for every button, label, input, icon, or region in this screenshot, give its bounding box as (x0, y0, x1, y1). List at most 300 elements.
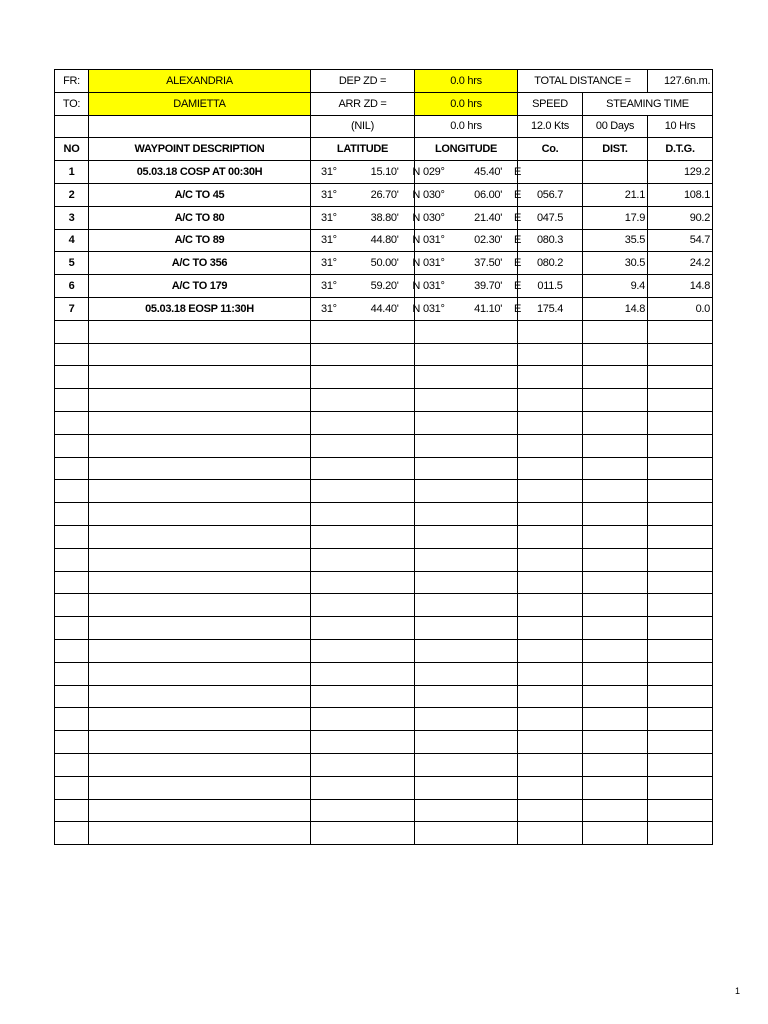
lon-min: 41.10' (474, 302, 502, 315)
empty-row (55, 480, 713, 503)
empty-cell[interactable] (415, 708, 518, 731)
empty-cell[interactable] (518, 320, 583, 343)
empty-cell[interactable] (583, 366, 648, 389)
empty-cell[interactable] (415, 753, 518, 776)
empty-row (55, 411, 713, 434)
empty-cell[interactable] (583, 434, 648, 457)
lon-deg: 031° (423, 234, 445, 247)
lat-min: 44.80' (370, 234, 399, 247)
lon-min: 21.40' (474, 211, 502, 224)
empty-cell[interactable] (518, 776, 583, 799)
lon-deg: 031° (423, 302, 445, 315)
col-waypoint: WAYPOINT DESCRIPTION (89, 138, 311, 161)
empty-cell[interactable] (89, 434, 311, 457)
empty-cell[interactable] (518, 571, 583, 594)
latitude-cell[interactable] (311, 275, 420, 298)
empty-cell[interactable] (518, 480, 583, 503)
speed-label: SPEED (518, 92, 583, 115)
course[interactable]: 047.5 (518, 206, 583, 229)
empty-cell[interactable] (89, 571, 311, 594)
arrival-port[interactable]: DAMIETTA (89, 92, 311, 115)
empty-cell[interactable] (518, 685, 583, 708)
empty-cell[interactable] (583, 822, 648, 845)
course[interactable]: 080.2 (518, 252, 583, 275)
empty-cell[interactable] (55, 799, 89, 822)
empty-cell[interactable] (583, 617, 648, 640)
empty-cell[interactable] (55, 320, 89, 343)
empty-cell[interactable] (648, 662, 713, 685)
page-number: 1 (735, 986, 741, 996)
empty-cell[interactable] (89, 617, 311, 640)
nil-value: 0.0 hrs (415, 115, 518, 138)
distance-to-go[interactable]: 14.8 (648, 275, 713, 298)
waypoint-no: 7 (55, 297, 89, 320)
total-distance-value: 127.6 (663, 74, 691, 87)
waypoint-description[interactable]: 05.03.18 COSP AT 00:30H (89, 161, 311, 184)
empty-row (55, 617, 713, 640)
empty-cell[interactable] (55, 548, 89, 571)
distance-to-go[interactable]: 0.0 (648, 297, 713, 320)
empty-cell[interactable] (89, 457, 311, 480)
empty-cell[interactable] (518, 639, 583, 662)
empty-cell[interactable] (55, 457, 89, 480)
blank-cell (89, 115, 311, 138)
empty-cell[interactable] (648, 389, 713, 412)
lat-hem: N (412, 234, 420, 247)
empty-cell[interactable] (89, 662, 311, 685)
course[interactable]: 175.4 (518, 297, 583, 320)
empty-cell[interactable] (89, 503, 311, 526)
empty-cell[interactable] (518, 662, 583, 685)
empty-row (55, 320, 713, 343)
empty-cell[interactable] (583, 799, 648, 822)
lat-min: 44.40' (370, 302, 399, 315)
empty-cell[interactable] (648, 503, 713, 526)
lat-hem: N (412, 280, 420, 293)
empty-cell[interactable] (583, 662, 648, 685)
empty-cell[interactable] (518, 457, 583, 480)
empty-cell[interactable] (648, 343, 713, 366)
empty-cell[interactable] (415, 617, 518, 640)
lon-hem: E (513, 302, 521, 315)
table-row (55, 229, 713, 252)
empty-cell[interactable] (89, 731, 311, 754)
empty-cell[interactable] (55, 753, 89, 776)
col-latitude: LATITUDE (311, 138, 415, 161)
col-longitude: LONGITUDE (415, 138, 518, 161)
empty-cell[interactable] (583, 411, 648, 434)
empty-row (55, 525, 713, 548)
distance[interactable]: 14.8 (583, 297, 648, 320)
arr-zd-label: ARR ZD = (311, 92, 415, 115)
lat-min: 59.20' (370, 280, 399, 293)
empty-cell[interactable] (415, 389, 518, 412)
empty-cell[interactable] (415, 685, 518, 708)
empty-cell[interactable] (415, 639, 518, 662)
empty-cell[interactable] (648, 639, 713, 662)
empty-cell[interactable] (583, 731, 648, 754)
latitude-cell[interactable] (311, 183, 420, 206)
speed-value: 12.0 Kts (518, 115, 583, 138)
empty-row (55, 753, 713, 776)
empty-cell[interactable] (89, 753, 311, 776)
empty-cell[interactable] (518, 799, 583, 822)
empty-cell[interactable] (311, 617, 415, 640)
empty-cell[interactable] (415, 503, 518, 526)
table-row (55, 275, 713, 298)
empty-cell[interactable] (311, 594, 415, 617)
distance[interactable]: 30.5 (583, 252, 648, 275)
empty-cell[interactable] (55, 708, 89, 731)
empty-cell[interactable] (415, 343, 518, 366)
empty-cell[interactable] (89, 708, 311, 731)
empty-cell[interactable] (89, 411, 311, 434)
lat-min: 15.10' (370, 166, 399, 179)
empty-cell[interactable] (89, 525, 311, 548)
empty-row (55, 685, 713, 708)
empty-cell[interactable] (55, 776, 89, 799)
empty-cell[interactable] (415, 776, 518, 799)
distance[interactable] (583, 161, 648, 184)
empty-row (55, 822, 713, 845)
empty-cell[interactable] (518, 822, 583, 845)
empty-cell[interactable] (89, 389, 311, 412)
waypoint-no: 1 (55, 161, 89, 184)
empty-cell[interactable] (311, 434, 415, 457)
empty-cell[interactable] (55, 343, 89, 366)
table-row (55, 183, 713, 206)
latitude-cell[interactable] (311, 229, 420, 252)
empty-cell[interactable] (648, 434, 713, 457)
waypoint-description[interactable]: A/C TO 89 (89, 229, 311, 252)
empty-cell[interactable] (89, 343, 311, 366)
lat-deg: 31° (321, 257, 337, 270)
longitude-cell[interactable] (415, 206, 521, 229)
lon-hem: E (513, 188, 521, 201)
empty-row (55, 366, 713, 389)
empty-cell[interactable] (518, 366, 583, 389)
empty-cell[interactable] (518, 343, 583, 366)
empty-cell[interactable] (648, 731, 713, 754)
distance[interactable]: 9.4 (583, 275, 648, 298)
empty-cell[interactable] (648, 457, 713, 480)
passage-plan-table (54, 69, 713, 845)
empty-cell[interactable] (311, 662, 415, 685)
empty-cell[interactable] (311, 503, 415, 526)
empty-cell[interactable] (415, 662, 518, 685)
empty-cell[interactable] (583, 776, 648, 799)
lon-hem: E (513, 280, 521, 293)
empty-cell[interactable] (648, 776, 713, 799)
empty-cell[interactable] (415, 457, 518, 480)
course[interactable]: 056.7 (518, 183, 583, 206)
empty-cell[interactable] (518, 434, 583, 457)
empty-cell[interactable] (311, 731, 415, 754)
empty-cell[interactable] (89, 594, 311, 617)
empty-cell[interactable] (55, 571, 89, 594)
empty-cell[interactable] (55, 366, 89, 389)
empty-cell[interactable] (583, 480, 648, 503)
longitude-cell[interactable] (415, 297, 521, 320)
empty-cell[interactable] (583, 548, 648, 571)
empty-cell[interactable] (518, 525, 583, 548)
empty-cell[interactable] (55, 389, 89, 412)
lon-min: 39.70' (474, 280, 502, 293)
empty-cell[interactable] (583, 320, 648, 343)
empty-row (55, 457, 713, 480)
lon-hem: E (513, 234, 521, 247)
empty-cell[interactable] (648, 822, 713, 845)
empty-cell[interactable] (89, 366, 311, 389)
total-distance-label: TOTAL DISTANCE = (518, 70, 648, 93)
empty-cell[interactable] (415, 731, 518, 754)
lon-deg: 031° (423, 257, 445, 270)
steaming-hours: 10 Hrs (648, 115, 713, 138)
empty-row (55, 708, 713, 731)
empty-cell[interactable] (583, 594, 648, 617)
lon-min: 06.00' (474, 188, 502, 201)
empty-cell[interactable] (89, 799, 311, 822)
distance-to-go[interactable]: 90.2 (648, 206, 713, 229)
empty-cell[interactable] (415, 320, 518, 343)
total-distance-cell (648, 70, 713, 93)
empty-cell[interactable] (648, 548, 713, 571)
empty-cell[interactable] (55, 525, 89, 548)
longitude-cell[interactable] (415, 183, 521, 206)
distance-to-go[interactable]: 24.2 (648, 252, 713, 275)
latitude-cell[interactable] (311, 252, 420, 275)
distance-to-go[interactable]: 54.7 (648, 229, 713, 252)
empty-cell[interactable] (518, 617, 583, 640)
empty-cell[interactable] (55, 822, 89, 845)
empty-cell[interactable] (583, 343, 648, 366)
waypoint-no: 6 (55, 275, 89, 298)
empty-cell[interactable] (311, 822, 415, 845)
empty-cell[interactable] (648, 685, 713, 708)
empty-cell[interactable] (648, 594, 713, 617)
lat-hem: N (412, 166, 420, 179)
col-no: NO (55, 138, 89, 161)
empty-cell[interactable] (311, 366, 415, 389)
waypoint-description[interactable]: 05.03.18 EOSP 11:30H (89, 297, 311, 320)
empty-row (55, 548, 713, 571)
empty-cell[interactable] (311, 389, 415, 412)
empty-cell[interactable] (55, 434, 89, 457)
empty-cell[interactable] (55, 503, 89, 526)
empty-cell[interactable] (648, 708, 713, 731)
empty-cell[interactable] (583, 389, 648, 412)
lat-deg: 31° (321, 166, 337, 179)
lon-deg: 029° (423, 166, 445, 179)
col-dist: DIST. (583, 138, 648, 161)
col-dtg: D.T.G. (648, 138, 713, 161)
empty-cell[interactable] (55, 662, 89, 685)
empty-cell[interactable] (518, 503, 583, 526)
empty-cell[interactable] (311, 457, 415, 480)
lon-min: 02.30' (474, 234, 502, 247)
empty-cell[interactable] (648, 571, 713, 594)
total-distance-unit: n.m. (690, 74, 711, 87)
lon-hem: E (513, 166, 521, 179)
empty-cell[interactable] (415, 548, 518, 571)
empty-cell[interactable] (518, 594, 583, 617)
waypoint-description[interactable]: A/C TO 356 (89, 252, 311, 275)
empty-cell[interactable] (648, 617, 713, 640)
lat-deg: 31° (321, 211, 337, 224)
empty-cell[interactable] (648, 525, 713, 548)
empty-cell[interactable] (89, 320, 311, 343)
lon-hem: E (513, 211, 521, 224)
waypoint-no: 5 (55, 252, 89, 275)
lat-hem: N (412, 188, 420, 201)
course[interactable]: 011.5 (518, 275, 583, 298)
distance[interactable]: 17.9 (583, 206, 648, 229)
lon-deg: 030° (423, 211, 445, 224)
latitude-cell[interactable] (311, 161, 420, 184)
empty-cell[interactable] (518, 731, 583, 754)
empty-cell[interactable] (415, 434, 518, 457)
empty-row (55, 389, 713, 412)
empty-cell[interactable] (311, 753, 415, 776)
empty-cell[interactable] (583, 503, 648, 526)
dep-zd-value[interactable]: 0.0 hrs (415, 70, 518, 93)
table-row (55, 206, 713, 229)
empty-row (55, 503, 713, 526)
empty-cell[interactable] (311, 320, 415, 343)
empty-cell[interactable] (89, 548, 311, 571)
lat-deg: 31° (321, 280, 337, 293)
empty-cell[interactable] (415, 594, 518, 617)
latitude-cell[interactable] (311, 297, 420, 320)
from-row (55, 70, 713, 93)
empty-cell[interactable] (583, 525, 648, 548)
lat-hem: N (412, 302, 420, 315)
empty-cell[interactable] (55, 639, 89, 662)
longitude-cell[interactable] (415, 161, 521, 184)
empty-cell[interactable] (583, 639, 648, 662)
empty-cell[interactable] (583, 708, 648, 731)
empty-cell[interactable] (583, 753, 648, 776)
distance-to-go[interactable]: 129.2 (648, 161, 713, 184)
col-course: Co. (518, 138, 583, 161)
waypoint-description[interactable]: A/C TO 179 (89, 275, 311, 298)
longitude-cell[interactable] (415, 275, 521, 298)
empty-cell[interactable] (648, 753, 713, 776)
empty-cell[interactable] (648, 366, 713, 389)
empty-cell[interactable] (311, 776, 415, 799)
empty-cell[interactable] (415, 366, 518, 389)
empty-cell[interactable] (89, 480, 311, 503)
empty-cell[interactable] (415, 411, 518, 434)
waypoint-description[interactable]: A/C TO 80 (89, 206, 311, 229)
empty-cell[interactable] (89, 822, 311, 845)
course[interactable]: 080.3 (518, 229, 583, 252)
empty-row (55, 776, 713, 799)
lat-min: 50.00' (370, 257, 399, 270)
empty-cell[interactable] (518, 548, 583, 571)
nil-label: (NIL) (311, 115, 415, 138)
arr-zd-value[interactable]: 0.0 hrs (415, 92, 518, 115)
empty-row (55, 434, 713, 457)
empty-cell[interactable] (415, 525, 518, 548)
empty-cell[interactable] (311, 343, 415, 366)
steaming-days: 00 Days (583, 115, 648, 138)
empty-cell[interactable] (648, 411, 713, 434)
empty-row (55, 799, 713, 822)
empty-cell[interactable] (311, 639, 415, 662)
longitude-cell[interactable] (415, 252, 521, 275)
lon-min: 45.40' (474, 166, 502, 179)
empty-cell[interactable] (518, 411, 583, 434)
empty-cell[interactable] (648, 799, 713, 822)
empty-row (55, 731, 713, 754)
departure-port[interactable]: ALEXANDRIA (89, 70, 311, 93)
distance[interactable]: 35.5 (583, 229, 648, 252)
empty-cell[interactable] (55, 731, 89, 754)
empty-cell[interactable] (311, 525, 415, 548)
distance[interactable]: 21.1 (583, 183, 648, 206)
empty-cell[interactable] (648, 480, 713, 503)
empty-cell[interactable] (55, 685, 89, 708)
lon-deg: 030° (423, 188, 445, 201)
longitude-cell[interactable] (415, 229, 521, 252)
empty-cell[interactable] (55, 594, 89, 617)
dep-zd-label: DEP ZD = (311, 70, 415, 93)
empty-cell[interactable] (518, 753, 583, 776)
empty-cell[interactable] (311, 548, 415, 571)
course[interactable] (518, 161, 583, 184)
empty-cell[interactable] (55, 411, 89, 434)
latitude-cell[interactable] (311, 206, 420, 229)
column-header-row (55, 138, 713, 161)
nil-row (55, 115, 713, 138)
empty-cell[interactable] (415, 799, 518, 822)
empty-cell[interactable] (415, 822, 518, 845)
empty-cell[interactable] (583, 457, 648, 480)
empty-cell[interactable] (583, 571, 648, 594)
table-row (55, 161, 713, 184)
distance-to-go[interactable]: 108.1 (648, 183, 713, 206)
empty-cell[interactable] (311, 685, 415, 708)
empty-cell[interactable] (311, 708, 415, 731)
lat-hem: N (412, 257, 420, 270)
empty-cell[interactable] (55, 480, 89, 503)
empty-cell[interactable] (518, 708, 583, 731)
waypoint-description[interactable]: A/C TO 45 (89, 183, 311, 206)
empty-cell[interactable] (518, 389, 583, 412)
empty-cell[interactable] (311, 799, 415, 822)
to-row (55, 92, 713, 115)
empty-cell[interactable] (89, 776, 311, 799)
empty-cell[interactable] (89, 685, 311, 708)
fr-label: FR: (55, 70, 89, 93)
empty-row (55, 343, 713, 366)
lat-min: 38.80' (370, 211, 399, 224)
empty-cell[interactable] (311, 480, 415, 503)
empty-cell[interactable] (55, 617, 89, 640)
to-label: TO: (55, 92, 89, 115)
empty-cell[interactable] (648, 320, 713, 343)
empty-cell[interactable] (311, 571, 415, 594)
empty-cell[interactable] (583, 685, 648, 708)
empty-cell[interactable] (415, 571, 518, 594)
empty-cell[interactable] (415, 480, 518, 503)
waypoint-no: 4 (55, 229, 89, 252)
empty-cell[interactable] (311, 411, 415, 434)
lon-min: 37.50' (474, 257, 502, 270)
empty-cell[interactable] (89, 639, 311, 662)
lat-hem: N (412, 211, 420, 224)
